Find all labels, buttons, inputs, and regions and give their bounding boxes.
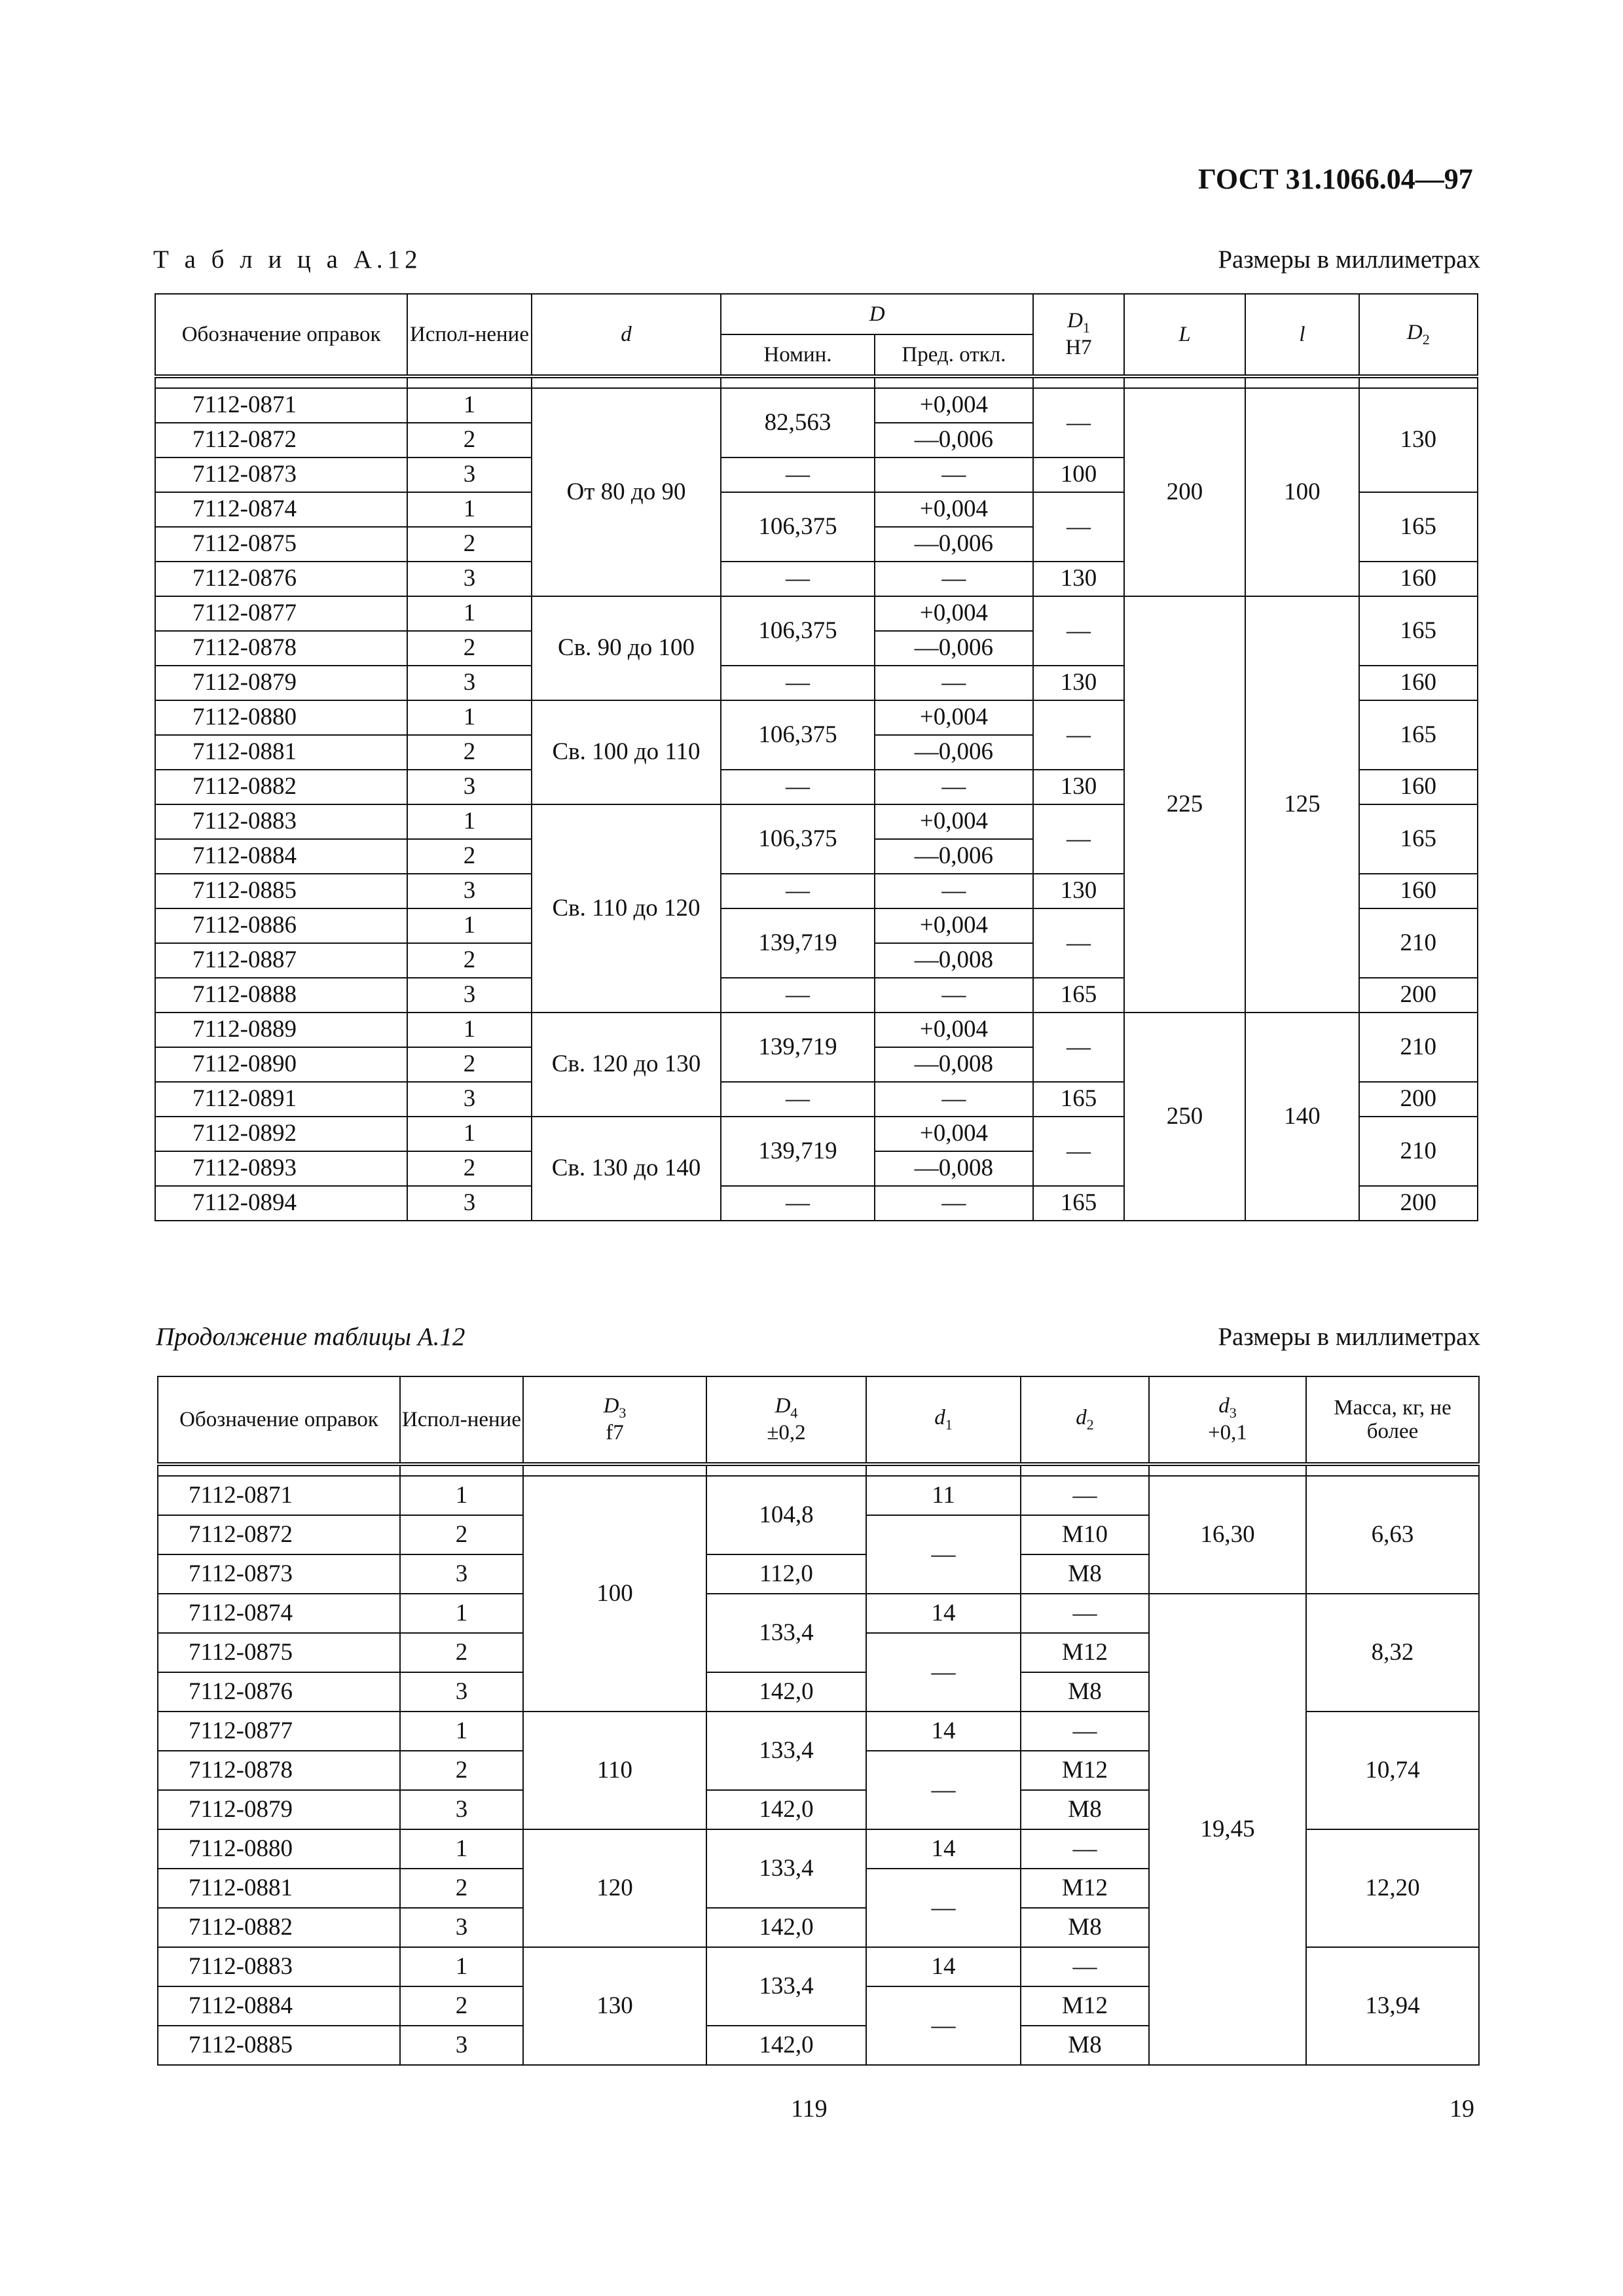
designation-cell: 7112-0877 bbox=[158, 1712, 400, 1751]
d2-cell: M12 bbox=[1021, 1986, 1149, 2026]
header-l: l bbox=[1245, 294, 1359, 376]
version-cell: 2 bbox=[400, 1869, 523, 1908]
D4-cell: 133,4 bbox=[706, 1594, 866, 1672]
D-nominal-cell: 106,375 bbox=[721, 700, 874, 770]
version-cell: 1 bbox=[400, 1712, 523, 1751]
designation-cell: 7112-0871 bbox=[158, 1476, 400, 1515]
version-cell: 1 bbox=[407, 596, 532, 631]
D4-cell: 142,0 bbox=[706, 1790, 866, 1829]
mass-cell: 10,74 bbox=[1306, 1712, 1479, 1829]
version-cell: 3 bbox=[407, 874, 532, 908]
version-cell: 1 bbox=[407, 1117, 532, 1151]
D3-cell: 110 bbox=[523, 1712, 706, 1829]
d2-cell: M12 bbox=[1021, 1751, 1149, 1790]
D1-cell: 165 bbox=[1033, 1186, 1124, 1221]
header-D3 bbox=[523, 1376, 706, 1464]
version-cell: 1 bbox=[407, 1013, 532, 1047]
version-cell: 3 bbox=[400, 1790, 523, 1829]
header-D2 bbox=[1359, 294, 1478, 376]
D-deviation-cell: +0,004 bbox=[875, 908, 1034, 943]
version-cell: 1 bbox=[407, 700, 532, 735]
header-d2 bbox=[1021, 1376, 1149, 1464]
D2-cell: 210 bbox=[1359, 1117, 1478, 1186]
version-cell: 3 bbox=[407, 1082, 532, 1117]
L-cell: 200 bbox=[1124, 388, 1245, 596]
D2-cell: 165 bbox=[1359, 596, 1478, 666]
header-D1-tolerance: H7 bbox=[1065, 336, 1092, 360]
D2-cell: 210 bbox=[1359, 1013, 1478, 1082]
designation-cell: 7112-0894 bbox=[155, 1186, 407, 1221]
D-deviation-cell: — bbox=[875, 1082, 1034, 1117]
D-nominal-cell: 82,563 bbox=[721, 388, 874, 457]
d2-cell: M8 bbox=[1021, 1790, 1149, 1829]
designation-cell: 7112-0877 bbox=[155, 596, 407, 631]
page-number-center: 119 bbox=[791, 2095, 828, 2123]
version-cell: 1 bbox=[400, 1594, 523, 1633]
D-nominal-cell: 139,719 bbox=[721, 1117, 874, 1186]
D2-cell: 160 bbox=[1359, 874, 1478, 908]
d1-cell: 14 bbox=[866, 1829, 1021, 1869]
designation-cell: 7112-0892 bbox=[155, 1117, 407, 1151]
d1-cell: — bbox=[866, 1986, 1021, 2065]
D-deviation-cell: —0,006 bbox=[875, 839, 1034, 874]
D3-cell: 120 bbox=[523, 1829, 706, 1947]
version-cell: 2 bbox=[400, 1515, 523, 1554]
D3-cell: 100 bbox=[523, 1476, 706, 1712]
header-version: Испол-нение bbox=[400, 1376, 523, 1464]
d2-cell: M12 bbox=[1021, 1633, 1149, 1672]
D1-cell: 130 bbox=[1033, 562, 1124, 596]
D-deviation-cell: — bbox=[875, 978, 1034, 1013]
designation-cell: 7112-0880 bbox=[155, 700, 407, 735]
version-cell: 2 bbox=[400, 1633, 523, 1672]
D1-cell: 130 bbox=[1033, 770, 1124, 804]
d3-cell: 16,30 bbox=[1149, 1476, 1306, 1594]
D-deviation-cell: — bbox=[875, 457, 1034, 492]
header-d1 bbox=[866, 1376, 1021, 1464]
header-d3 bbox=[1149, 1376, 1306, 1464]
designation-cell: 7112-0873 bbox=[158, 1554, 400, 1594]
D1-cell: — bbox=[1033, 596, 1124, 666]
D4-cell: 133,4 bbox=[706, 1829, 866, 1908]
designation-cell: 7112-0883 bbox=[158, 1947, 400, 1986]
version-cell: 3 bbox=[400, 1908, 523, 1947]
D2-cell: 200 bbox=[1359, 1082, 1478, 1117]
D2-cell: 160 bbox=[1359, 666, 1478, 700]
header-D3-tolerance: f7 bbox=[606, 1421, 624, 1445]
mass-cell: 6,63 bbox=[1306, 1476, 1479, 1594]
D4-cell: 142,0 bbox=[706, 1672, 866, 1712]
version-cell: 3 bbox=[407, 457, 532, 492]
d1-cell: 14 bbox=[866, 1947, 1021, 1986]
version-cell: 2 bbox=[407, 839, 532, 874]
header-D: D bbox=[721, 294, 1033, 334]
header-separator bbox=[158, 1464, 1479, 1476]
header-designation: Обозначение оправок bbox=[158, 1376, 400, 1464]
header-d1-symbol: d bbox=[934, 1406, 945, 1430]
designation-cell: 7112-0893 bbox=[155, 1151, 407, 1186]
D-deviation-cell: —0,008 bbox=[875, 943, 1034, 978]
d2-cell: M8 bbox=[1021, 2026, 1149, 2065]
header-D1 bbox=[1033, 294, 1124, 376]
d2-cell: M8 bbox=[1021, 1908, 1149, 1947]
d1-cell: 11 bbox=[866, 1476, 1021, 1515]
designation-cell: 7112-0875 bbox=[155, 527, 407, 562]
D-deviation-cell: — bbox=[875, 666, 1034, 700]
D1-cell: 165 bbox=[1033, 978, 1124, 1013]
designation-cell: 7112-0885 bbox=[155, 874, 407, 908]
header-designation: Обозначение оправок bbox=[155, 294, 407, 376]
version-cell: 3 bbox=[407, 666, 532, 700]
d1-cell: — bbox=[866, 1869, 1021, 1947]
d-cell: Св. 120 до 130 bbox=[532, 1013, 721, 1117]
mass-cell: 8,32 bbox=[1306, 1594, 1479, 1712]
designation-cell: 7112-0883 bbox=[155, 804, 407, 839]
version-cell: 3 bbox=[407, 562, 532, 596]
table-row bbox=[155, 1013, 1478, 1047]
d3-cell: 19,45 bbox=[1149, 1594, 1306, 2065]
D-deviation-cell: —0,008 bbox=[875, 1151, 1034, 1186]
D-deviation-cell: +0,004 bbox=[875, 1013, 1034, 1047]
D3-cell: 130 bbox=[523, 1947, 706, 2065]
version-cell: 1 bbox=[400, 1829, 523, 1869]
table1-units: Размеры в миллиметрах bbox=[1218, 245, 1480, 274]
version-cell: 3 bbox=[400, 1554, 523, 1594]
d2-cell: M8 bbox=[1021, 1672, 1149, 1712]
D1-cell: — bbox=[1033, 1013, 1124, 1082]
designation-cell: 7112-0878 bbox=[158, 1751, 400, 1790]
d2-cell: — bbox=[1021, 1947, 1149, 1986]
designation-cell: 7112-0887 bbox=[155, 943, 407, 978]
version-cell: 2 bbox=[407, 943, 532, 978]
D-nominal-cell: — bbox=[721, 666, 874, 700]
designation-cell: 7112-0879 bbox=[155, 666, 407, 700]
D-deviation-cell: —0,006 bbox=[875, 423, 1034, 457]
D-nominal-cell: 106,375 bbox=[721, 596, 874, 666]
D1-cell: — bbox=[1033, 1117, 1124, 1186]
D-deviation-cell: — bbox=[875, 562, 1034, 596]
D-nominal-cell: — bbox=[721, 1082, 874, 1117]
standard-number: ГОСТ 31.1066.04—97 bbox=[1198, 163, 1473, 195]
version-cell: 2 bbox=[400, 1986, 523, 2026]
header-d: d bbox=[532, 294, 721, 376]
header-D4-tolerance: ±0,2 bbox=[767, 1421, 806, 1445]
D1-cell: 165 bbox=[1033, 1082, 1124, 1117]
D4-cell: 133,4 bbox=[706, 1712, 866, 1790]
D-deviation-cell: +0,004 bbox=[875, 596, 1034, 631]
header-d3-index: 3 bbox=[1229, 1405, 1237, 1422]
version-cell: 1 bbox=[407, 804, 532, 839]
d1-cell: 14 bbox=[866, 1712, 1021, 1751]
D2-cell: 165 bbox=[1359, 804, 1478, 874]
page-number-right: 19 bbox=[1450, 2095, 1474, 2123]
designation-cell: 7112-0882 bbox=[155, 770, 407, 804]
designation-cell: 7112-0884 bbox=[155, 839, 407, 874]
d2-cell: — bbox=[1021, 1712, 1149, 1751]
designation-cell: 7112-0878 bbox=[155, 631, 407, 666]
d2-cell: — bbox=[1021, 1829, 1149, 1869]
designation-cell: 7112-0882 bbox=[158, 1908, 400, 1947]
D1-cell: 100 bbox=[1033, 457, 1124, 492]
version-cell: 3 bbox=[407, 978, 532, 1013]
version-cell: 2 bbox=[407, 1151, 532, 1186]
L-cell: 250 bbox=[1124, 1013, 1245, 1221]
D2-cell: 130 bbox=[1359, 388, 1478, 492]
table-row bbox=[158, 1594, 1479, 1633]
mass-cell: 12,20 bbox=[1306, 1829, 1479, 1947]
D4-cell: 142,0 bbox=[706, 1908, 866, 1947]
D2-cell: 160 bbox=[1359, 562, 1478, 596]
d-cell: Св. 110 до 120 bbox=[532, 804, 721, 1013]
D-nominal-cell: — bbox=[721, 770, 874, 804]
D2-cell: 200 bbox=[1359, 978, 1478, 1013]
designation-cell: 7112-0872 bbox=[155, 423, 407, 457]
D1-cell: 130 bbox=[1033, 874, 1124, 908]
designation-cell: 7112-0873 bbox=[155, 457, 407, 492]
header-d2-index: 2 bbox=[1086, 1416, 1094, 1433]
d-cell: От 80 до 90 bbox=[532, 388, 721, 596]
table2 bbox=[157, 1376, 1480, 2066]
designation-cell: 7112-0885 bbox=[158, 2026, 400, 2065]
version-cell: 1 bbox=[407, 492, 532, 527]
designation-cell: 7112-0890 bbox=[155, 1047, 407, 1082]
l-cell: 140 bbox=[1245, 1013, 1359, 1221]
l-cell: 100 bbox=[1245, 388, 1359, 596]
header-D3-index: 3 bbox=[619, 1405, 627, 1422]
D-deviation-cell: —0,006 bbox=[875, 631, 1034, 666]
designation-cell: 7112-0876 bbox=[158, 1672, 400, 1712]
designation-cell: 7112-0888 bbox=[155, 978, 407, 1013]
designation-cell: 7112-0879 bbox=[158, 1790, 400, 1829]
table2-units: Размеры в миллиметрах bbox=[1218, 1323, 1480, 1351]
header-D4-index: 4 bbox=[790, 1405, 798, 1422]
header-mass: Масса, кг, не более bbox=[1306, 1376, 1479, 1464]
header-D2-index: 2 bbox=[1422, 331, 1430, 348]
D1-cell: — bbox=[1033, 700, 1124, 770]
version-cell: 1 bbox=[400, 1947, 523, 1986]
header-D-nominal: Номин. bbox=[721, 334, 874, 376]
designation-cell: 7112-0881 bbox=[158, 1869, 400, 1908]
designation-cell: 7112-0874 bbox=[155, 492, 407, 527]
version-cell: 2 bbox=[407, 631, 532, 666]
D-nominal-cell: 106,375 bbox=[721, 492, 874, 562]
designation-cell: 7112-0875 bbox=[158, 1633, 400, 1672]
version-cell: 1 bbox=[407, 908, 532, 943]
D-nominal-cell: — bbox=[721, 562, 874, 596]
D-deviation-cell: +0,004 bbox=[875, 1117, 1034, 1151]
designation-cell: 7112-0889 bbox=[155, 1013, 407, 1047]
D-deviation-cell: — bbox=[875, 1186, 1034, 1221]
header-separator bbox=[155, 376, 1478, 388]
D-nominal-cell: — bbox=[721, 457, 874, 492]
version-cell: 2 bbox=[400, 1751, 523, 1790]
designation-cell: 7112-0871 bbox=[155, 388, 407, 423]
version-cell: 2 bbox=[407, 735, 532, 770]
D-deviation-cell: +0,004 bbox=[875, 700, 1034, 735]
d-cell: Св. 130 до 140 bbox=[532, 1117, 721, 1221]
D-nominal-cell: — bbox=[721, 1186, 874, 1221]
D4-cell: 142,0 bbox=[706, 2026, 866, 2065]
D4-cell: 112,0 bbox=[706, 1554, 866, 1594]
D-nominal-cell: 106,375 bbox=[721, 804, 874, 874]
D-nominal-cell: 139,719 bbox=[721, 1013, 874, 1082]
mass-cell: 13,94 bbox=[1306, 1947, 1479, 2065]
D-deviation-cell: — bbox=[875, 770, 1034, 804]
d2-cell: — bbox=[1021, 1476, 1149, 1515]
D2-cell: 210 bbox=[1359, 908, 1478, 978]
d1-cell: 14 bbox=[866, 1594, 1021, 1633]
header-d3-symbol: d bbox=[1218, 1394, 1230, 1418]
table1-caption: Т а б л и ц а А.12 bbox=[153, 245, 422, 274]
D-deviation-cell: —0,006 bbox=[875, 735, 1034, 770]
D1-cell: — bbox=[1033, 492, 1124, 562]
d2-cell: — bbox=[1021, 1594, 1149, 1633]
designation-cell: 7112-0884 bbox=[158, 1986, 400, 2026]
D2-cell: 200 bbox=[1359, 1186, 1478, 1221]
designation-cell: 7112-0872 bbox=[158, 1515, 400, 1554]
header-D4-symbol: D bbox=[775, 1394, 791, 1418]
table1 bbox=[155, 293, 1478, 1221]
header-D2-symbol: D bbox=[1406, 321, 1423, 345]
version-cell: 3 bbox=[407, 1186, 532, 1221]
version-cell: 1 bbox=[407, 388, 532, 423]
header-d2-symbol: d bbox=[1076, 1406, 1087, 1430]
table-row bbox=[155, 596, 1478, 631]
version-cell: 3 bbox=[407, 770, 532, 804]
D1-cell: 130 bbox=[1033, 666, 1124, 700]
D-nominal-cell: — bbox=[721, 978, 874, 1013]
version-cell: 3 bbox=[400, 1672, 523, 1712]
table-row bbox=[158, 1476, 1479, 1515]
version-cell: 2 bbox=[407, 1047, 532, 1082]
d1-cell: — bbox=[866, 1515, 1021, 1594]
header-d3-tolerance: +0,1 bbox=[1208, 1421, 1247, 1445]
version-cell: 2 bbox=[407, 423, 532, 457]
version-cell: 1 bbox=[400, 1476, 523, 1515]
D2-cell: 165 bbox=[1359, 492, 1478, 562]
table2-caption: Продолжение таблицы А.12 bbox=[156, 1323, 465, 1351]
designation-cell: 7112-0886 bbox=[155, 908, 407, 943]
D-deviation-cell: +0,004 bbox=[875, 492, 1034, 527]
designation-cell: 7112-0891 bbox=[155, 1082, 407, 1117]
L-cell: 225 bbox=[1124, 596, 1245, 1013]
version-cell: 2 bbox=[407, 527, 532, 562]
d1-cell: — bbox=[866, 1751, 1021, 1829]
D1-cell: — bbox=[1033, 908, 1124, 978]
table-row bbox=[155, 388, 1478, 423]
D-deviation-cell: —0,008 bbox=[875, 1047, 1034, 1082]
D-deviation-cell: — bbox=[875, 874, 1034, 908]
D-deviation-cell: +0,004 bbox=[875, 388, 1034, 423]
designation-cell: 7112-0874 bbox=[158, 1594, 400, 1633]
D-nominal-cell: 139,719 bbox=[721, 908, 874, 978]
d1-cell: — bbox=[866, 1633, 1021, 1712]
version-cell: 3 bbox=[400, 2026, 523, 2065]
D-deviation-cell: —0,006 bbox=[875, 527, 1034, 562]
D-deviation-cell: +0,004 bbox=[875, 804, 1034, 839]
d2-cell: M12 bbox=[1021, 1869, 1149, 1908]
D4-cell: 133,4 bbox=[706, 1947, 866, 2026]
header-D1-symbol: D bbox=[1067, 309, 1083, 333]
D1-cell: — bbox=[1033, 804, 1124, 874]
D4-cell: 104,8 bbox=[706, 1476, 866, 1554]
header-D-deviation: Пред. откл. bbox=[875, 334, 1034, 376]
D1-cell: — bbox=[1033, 388, 1124, 457]
header-L: L bbox=[1124, 294, 1245, 376]
designation-cell: 7112-0881 bbox=[155, 735, 407, 770]
D2-cell: 160 bbox=[1359, 770, 1478, 804]
header-d1-index: 1 bbox=[945, 1416, 953, 1433]
designation-cell: 7112-0876 bbox=[155, 562, 407, 596]
header-version: Испол-нение bbox=[407, 294, 532, 376]
d-cell: Св. 100 до 110 bbox=[532, 700, 721, 804]
d2-cell: M8 bbox=[1021, 1554, 1149, 1594]
d2-cell: M10 bbox=[1021, 1515, 1149, 1554]
d-cell: Св. 90 до 100 bbox=[532, 596, 721, 700]
D-nominal-cell: — bbox=[721, 874, 874, 908]
header-D4 bbox=[706, 1376, 866, 1464]
header-D1-index: 1 bbox=[1082, 319, 1090, 336]
l-cell: 125 bbox=[1245, 596, 1359, 1013]
D2-cell: 165 bbox=[1359, 700, 1478, 770]
designation-cell: 7112-0880 bbox=[158, 1829, 400, 1869]
header-D3-symbol: D bbox=[603, 1394, 619, 1418]
